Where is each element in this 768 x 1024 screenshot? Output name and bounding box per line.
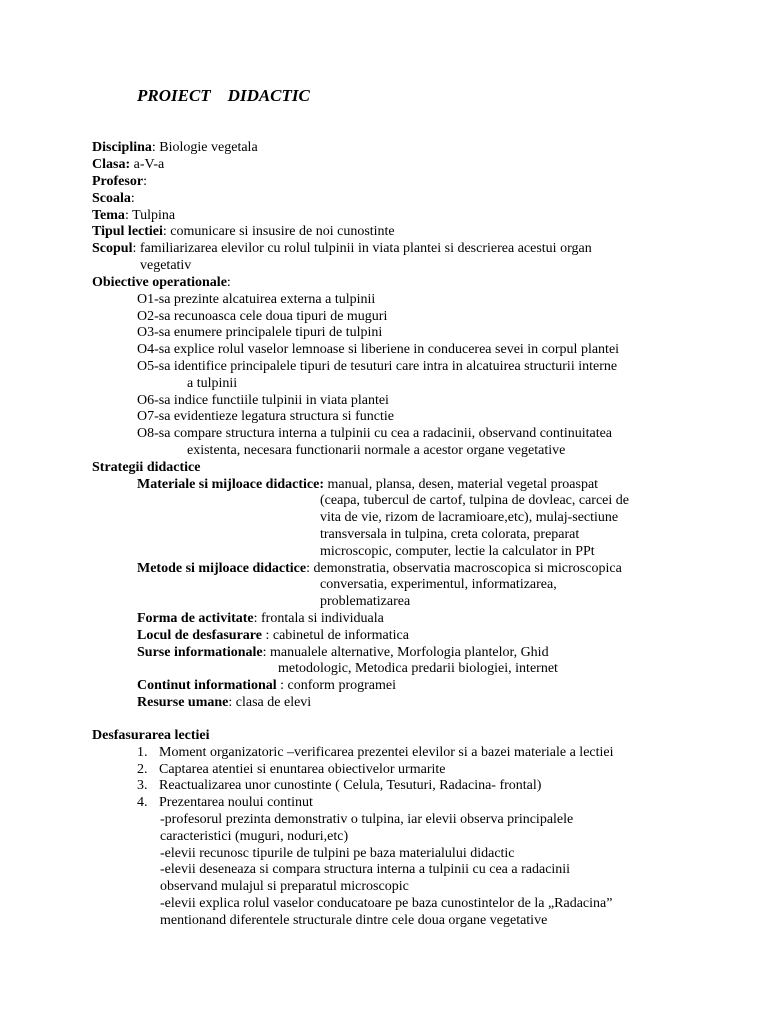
list-item-number: 1. xyxy=(137,745,148,760)
objective-item: O4-sa explice rolul vaselor lemnoase si liberiene in conducerea sevei in corpul plantei xyxy=(137,342,620,357)
list-item-text: Prezentarea noului continut xyxy=(159,795,313,810)
clasa-label: Clasa: xyxy=(92,157,131,172)
surse-label: Surse informationale xyxy=(137,645,263,660)
continut-value: : conform programei xyxy=(276,678,396,693)
surse-line xyxy=(137,644,549,661)
list-item-text: Moment organizatoric –verificarea prezentei elevilor si a bazei materiale a lectiei xyxy=(159,745,614,760)
continut-label: Continut informational xyxy=(137,678,277,693)
list-item-number: 2. xyxy=(137,762,148,777)
materiale-continuation: transversala in tulpina, creta colorata, preparat xyxy=(320,527,580,542)
disciplina-value: : Biologie vegetala xyxy=(151,140,258,155)
list-item xyxy=(137,744,614,761)
strategies-label: Strategii didactice xyxy=(92,460,201,475)
list-item xyxy=(137,761,445,778)
objectives-colon: : xyxy=(226,275,231,290)
tipul-line xyxy=(92,223,395,240)
sub-item: observand mulajul si preparatul microscopic xyxy=(160,879,409,894)
list-item-text: Reactualizarea unor cunostinte ( Celula, Tesuturi, Radacina- frontal) xyxy=(159,778,542,793)
locul-line xyxy=(137,627,409,644)
sub-item: -profesorul prezinta demonstrativ o tulpina, iar elevii observa principalele xyxy=(160,812,574,827)
resurse-line xyxy=(137,694,311,711)
locul-value: : cabinetul de informatica xyxy=(261,628,409,643)
scoala-line xyxy=(92,190,135,207)
clasa-line xyxy=(92,156,164,173)
scopul-line xyxy=(92,240,592,257)
desfasurare-label: Desfasurarea lectiei xyxy=(92,728,210,743)
page-title: PROIECT DIDACTIC xyxy=(137,86,310,105)
list-item-number: 3. xyxy=(137,778,148,793)
strategies-heading xyxy=(92,459,200,476)
materiale-label: Materiale si mijloace didactice: xyxy=(137,477,324,492)
surse-value: : manualele alternative, Morfologia plantelor, Ghid xyxy=(262,645,549,660)
profesor-value: : xyxy=(143,174,147,189)
materiale-value: manual, plansa, desen, material vegetal proaspat xyxy=(323,477,599,492)
objective-item: O5-sa identifice principalele tipuri de tesuturi care intra in alcatuirea structurii interne xyxy=(137,359,618,374)
scoala-value: : xyxy=(130,191,135,206)
scopul-label: Scopul xyxy=(92,241,133,256)
clasa-value: a-V-a xyxy=(130,157,165,172)
disciplina-line xyxy=(92,139,258,156)
objective-item-continuation: a tulpinii xyxy=(187,376,238,391)
sub-item: -elevii deseneaza si compara structura interna a tulpinii cu cea a radacinii xyxy=(160,862,571,877)
objective-item: O7-sa evidentieze legatura structura si functie xyxy=(137,409,394,424)
list-item xyxy=(137,777,541,794)
list-item-number: 4. xyxy=(137,795,148,810)
forma-line xyxy=(137,610,384,627)
metode-value: : demonstratia, observatia macroscopica si microscopica xyxy=(306,561,622,576)
objective-item: O3-sa enumere principalele tipuri de tulpini xyxy=(137,325,383,340)
list-item-text: Captarea atentiei si enuntarea obiectivelor urmarite xyxy=(159,762,446,777)
materiale-line xyxy=(137,476,598,493)
objective-item: O6-sa indice functiile tulpinii in viata plantei xyxy=(137,393,389,408)
desfasurare-heading xyxy=(92,727,210,744)
sub-item: -elevii recunosc tipurile de tulpini pe baza materialului didactic xyxy=(160,846,515,861)
tema-value: : Tulpina xyxy=(124,208,176,223)
locul-label: Locul de desfasurare xyxy=(137,628,262,643)
objective-item: O8-sa compare structura interna a tulpinii cu cea a radacinii, observand continuitatea xyxy=(137,426,613,441)
profesor-label: Profesor xyxy=(92,174,144,189)
forma-value: : frontala si individuala xyxy=(253,611,384,626)
sub-item: caracteristici (muguri, noduri,etc) xyxy=(160,829,349,844)
resurse-label: Resurse umane xyxy=(137,695,229,710)
tipul-label: Tipul lectiei xyxy=(92,224,163,239)
scopul-continuation: vegetativ xyxy=(140,258,192,273)
sub-item: mentionand diferentele structurale dintre cele doua organe vegetative xyxy=(160,913,548,928)
tipul-value: : comunicare si insusire de noi cunostinte xyxy=(162,224,395,239)
forma-label: Forma de activitate xyxy=(137,611,254,626)
disciplina-label: Disciplina xyxy=(92,140,152,155)
materiale-continuation: vita de vie, rizom de lacramioare,etc), mulaj-sectiune xyxy=(320,510,619,525)
sub-item: -elevii explica rolul vaselor conducatoare pe baza cunostintelor de la „Radacina” xyxy=(160,896,613,911)
objectives-heading xyxy=(92,274,231,291)
tema-label: Tema xyxy=(92,208,125,223)
scopul-value: : familiarizarea elevilor cu rolul tulpinii in viata plantei si descrierea acestui organ xyxy=(132,241,592,256)
continut-line xyxy=(137,677,396,694)
objectives-label: Obiective operationale xyxy=(92,275,227,290)
metode-continuation: problematizarea xyxy=(320,594,411,609)
profesor-line xyxy=(92,173,147,190)
list-item xyxy=(137,794,313,811)
metode-continuation: conversatia, experimentul, informatizarea, xyxy=(320,577,557,592)
materiale-continuation: (ceapa, tubercul de cartof, tulpina de dovleac, carcei de xyxy=(320,493,629,508)
tema-line xyxy=(92,207,175,224)
scoala-label: Scoala xyxy=(92,191,131,206)
objective-item: O2-sa recunoasca cele doua tipuri de muguri xyxy=(137,309,388,324)
materiale-continuation: microscopic, computer, lectie la calculator in PPt xyxy=(320,544,595,559)
objective-item: O1-sa prezinte alcatuirea externa a tulpinii xyxy=(137,292,376,307)
metode-label: Metode si mijloace didactice xyxy=(137,561,307,576)
resurse-value: : clasa de elevi xyxy=(228,695,312,710)
metode-line xyxy=(137,560,622,577)
objective-item-continuation: existenta, necesara functionarii normale a acestor organe vegetative xyxy=(187,443,566,458)
surse-continuation: metodologic, Metodica predarii biologiei, internet xyxy=(278,661,558,676)
